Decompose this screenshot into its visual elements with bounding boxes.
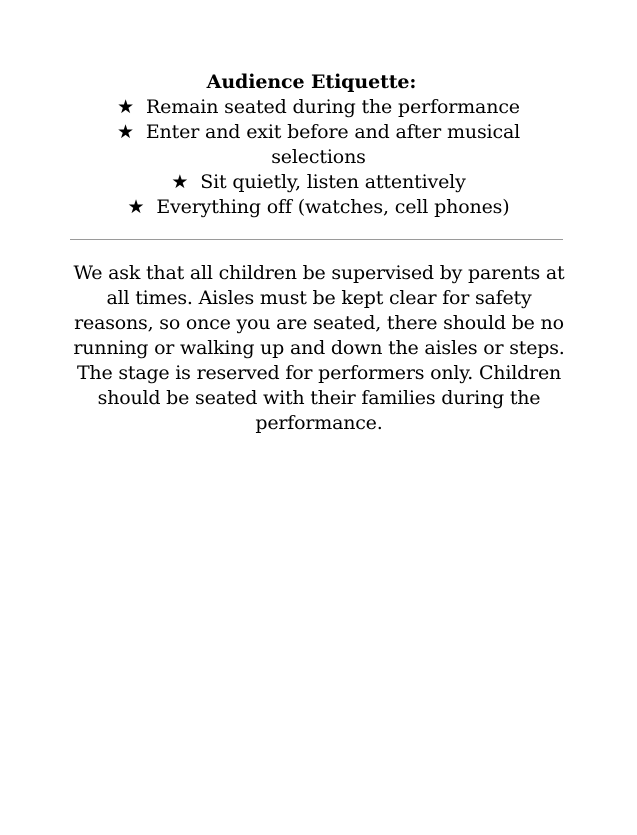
list-item-text: Everything off (watches, cell phones) bbox=[156, 196, 510, 218]
list-item-text: Remain seated during the performance bbox=[145, 96, 520, 118]
list-item bbox=[0, 195, 637, 220]
star-icon: ★ bbox=[171, 171, 189, 193]
horizontal-divider bbox=[70, 239, 563, 240]
list-item-text: Enter and exit before and after musical selections bbox=[145, 121, 521, 168]
supervision-notice: We ask that all children be supervised by parents at all times. Aisles must be kept clear for safety reasons, so once you are seated, there should be no running or walking up and down the aisles or steps. The stage is reserved for performers only. Children should be seated with their families during the performance. bbox=[73, 262, 565, 434]
etiquette-heading bbox=[0, 70, 637, 95]
list-item bbox=[0, 170, 637, 195]
list-item-text: Sit quietly, listen attentively bbox=[200, 171, 466, 193]
list-item bbox=[109, 120, 529, 170]
star-icon: ★ bbox=[116, 121, 134, 143]
list-item bbox=[0, 95, 637, 120]
etiquette-heading-text: Audience Etiquette: bbox=[206, 71, 417, 93]
etiquette-list bbox=[0, 95, 637, 220]
star-icon: ★ bbox=[127, 196, 145, 218]
star-icon: ★ bbox=[117, 96, 134, 118]
